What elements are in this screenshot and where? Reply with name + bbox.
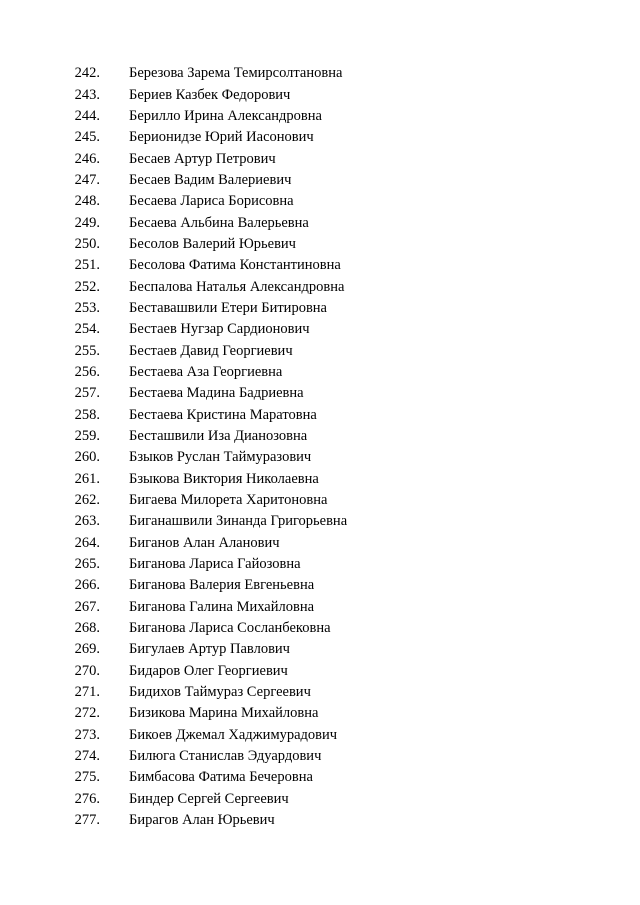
entry-number: 264. [74, 534, 100, 551]
entry-name: Беспалова Наталья Александровна [129, 278, 345, 295]
entry-name: Бестаев Нугзар Сардионович [129, 321, 310, 338]
entry-number: 246. [74, 150, 100, 167]
entry-name: Биганова Галина Михайловна [129, 598, 315, 615]
entry-number: 258. [74, 406, 100, 423]
entry-number: 262. [74, 491, 100, 508]
list-item [0, 788, 640, 809]
list-item [0, 106, 640, 127]
list-item [0, 84, 640, 105]
entry-number: 253. [74, 300, 100, 317]
entry-number: 244. [74, 108, 100, 125]
list-item [0, 596, 640, 617]
entry-name: Бесаев Артур Петрович [129, 150, 276, 167]
list-item [0, 426, 640, 447]
entry-name: Биганова Лариса Сосланбековна [129, 619, 331, 636]
entry-number: 275. [74, 769, 100, 786]
list-item [0, 276, 640, 297]
entry-number: 276. [74, 790, 100, 807]
entry-number: 271. [74, 683, 100, 700]
list-item [0, 575, 640, 596]
entry-number: 261. [74, 470, 100, 487]
list-item [0, 234, 640, 255]
entry-number: 242. [74, 65, 100, 82]
entry-name: Бестаева Кристина Маратовна [129, 406, 317, 423]
list-item [0, 148, 640, 169]
entry-number: 263. [74, 513, 100, 530]
name-list [0, 63, 640, 831]
entry-name: Бимбасова Фатима Бечеровна [129, 769, 313, 786]
entry-number: 272. [74, 705, 100, 722]
entry-name: Бзыкова Виктория Николаевна [129, 470, 319, 487]
entry-name: Березова Зарема Темирсолтановна [129, 65, 343, 82]
list-item [0, 298, 640, 319]
list-item [0, 490, 640, 511]
entry-number: 265. [74, 555, 100, 572]
list-item [0, 682, 640, 703]
entry-name: Беставашвили Етери Битировна [129, 300, 327, 317]
list-item [0, 639, 640, 660]
entry-name: Бестаева Мадина Бадриевна [129, 385, 304, 402]
list-item [0, 255, 640, 276]
list-item [0, 554, 640, 575]
entry-number: 260. [74, 449, 100, 466]
list-item [0, 511, 640, 532]
entry-name: Берилло Ирина Александровна [129, 108, 322, 125]
entry-name: Бидаров Олег Георгиевич [129, 662, 288, 679]
entry-number: 269. [74, 641, 100, 658]
entry-name: Бирагов Алан Юрьевич [129, 811, 275, 828]
list-item [0, 362, 640, 383]
list-item [0, 468, 640, 489]
list-item [0, 703, 640, 724]
entry-name: Бесаева Лариса Борисовна [129, 193, 294, 210]
list-item [0, 383, 640, 404]
entry-name: Бесолов Валерий Юрьевич [129, 236, 296, 253]
entry-name: Биндер Сергей Сергеевич [129, 790, 289, 807]
entry-name: Бестаев Давид Георгиевич [129, 342, 293, 359]
list-item [0, 404, 640, 425]
entry-number: 251. [74, 257, 100, 274]
entry-name: Бидихов Таймураз Сергеевич [129, 683, 311, 700]
list-item [0, 63, 640, 84]
entry-number: 252. [74, 278, 100, 295]
entry-name: Биганова Лариса Гайозовна [129, 555, 301, 572]
list-item [0, 170, 640, 191]
list-item [0, 340, 640, 361]
entry-number: 257. [74, 385, 100, 402]
entry-number: 247. [74, 172, 100, 189]
entry-number: 274. [74, 747, 100, 764]
entry-name: Бесташвили Иза Дианозовна [129, 427, 308, 444]
entry-number: 259. [74, 427, 100, 444]
entry-name: Берионидзе Юрий Иасонович [129, 129, 314, 146]
list-item [0, 618, 640, 639]
entry-name: Бесолова Фатима Константиновна [129, 257, 341, 274]
list-item [0, 724, 640, 745]
entry-number: 270. [74, 662, 100, 679]
entry-number: 273. [74, 726, 100, 743]
entry-number: 254. [74, 321, 100, 338]
entry-name: Бизикова Марина Михайловна [129, 705, 319, 722]
list-item [0, 319, 640, 340]
list-item [0, 191, 640, 212]
entry-name: Бзыков Руслан Таймуразович [129, 449, 312, 466]
entry-number: 248. [74, 193, 100, 210]
entry-name: Бериев Казбек Федорович [129, 86, 291, 103]
entry-number: 255. [74, 342, 100, 359]
entry-name: Бесаев Вадим Валериевич [129, 172, 292, 189]
entry-name: Бесаева Альбина Валерьевна [129, 214, 309, 231]
entry-name: Биганов Алан Аланович [129, 534, 280, 551]
entry-number: 277. [74, 811, 100, 828]
entry-number: 243. [74, 86, 100, 103]
entry-number: 245. [74, 129, 100, 146]
list-item [0, 447, 640, 468]
entry-name: Бестаева Аза Георгиевна [129, 364, 283, 380]
list-item [0, 767, 640, 788]
entry-name: Билюга Станислав Эдуардович [129, 747, 322, 764]
entry-name: Бикоев Джемал Хаджимурадович [129, 726, 338, 743]
entry-name: Бигаева Милорета Харитоновна [129, 491, 328, 508]
list-item [0, 532, 640, 553]
entry-name: Бигулаев Артур Павлович [129, 641, 290, 658]
list-item [0, 127, 640, 148]
entry-name: Биганова Валерия Евгеньевна [129, 577, 315, 594]
list-item [0, 809, 640, 830]
entry-name: Биганашвили Зинанда Григорьевна [129, 513, 348, 530]
entry-number: 256. [74, 364, 100, 380]
list-item [0, 746, 640, 767]
entry-number: 267. [74, 598, 100, 615]
entry-number: 268. [74, 619, 100, 636]
list-item [0, 212, 640, 233]
entry-number: 266. [74, 577, 100, 594]
list-item [0, 660, 640, 681]
entry-number: 250. [74, 236, 100, 253]
entry-number: 249. [74, 214, 100, 231]
